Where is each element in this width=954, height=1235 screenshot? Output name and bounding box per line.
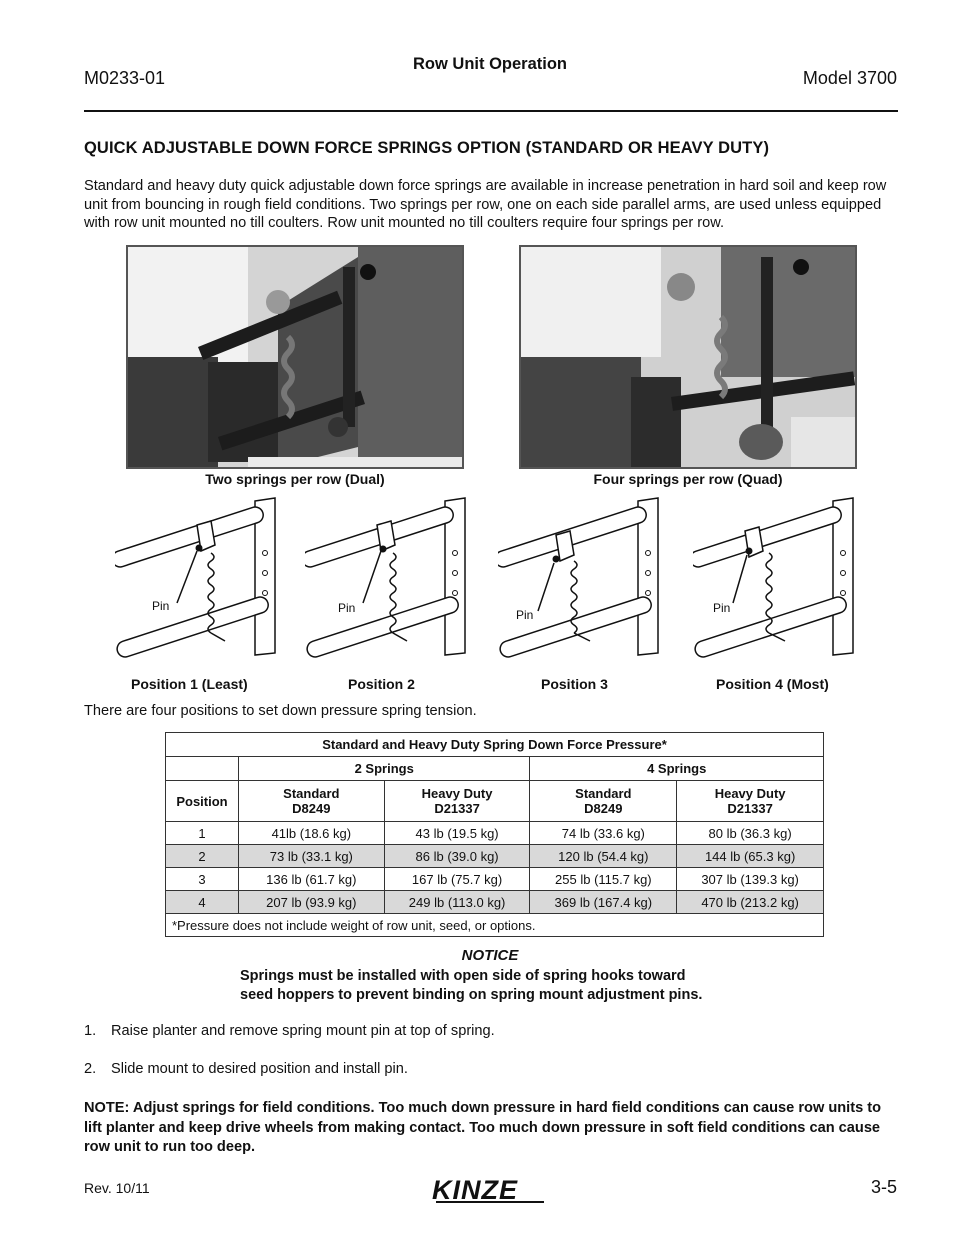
table-header-row [166, 781, 824, 822]
column-header [384, 781, 530, 822]
notice-line-1: Springs must be installed with open side of spring hooks toward [240, 968, 686, 984]
table-cell: 120 lb (54.4 kg) [530, 845, 677, 868]
table-cell: 207 lb (93.9 kg) [238, 891, 384, 914]
photo-quad-illustration [521, 247, 855, 467]
table-cell: 369 lb (167.4 kg) [530, 891, 677, 914]
pin-label-1: Pin [152, 599, 170, 613]
column-header-line2: D8249 [292, 801, 331, 816]
table-row [166, 868, 824, 891]
group-header-2-springs: 2 Springs [238, 757, 530, 781]
table-cell: 307 lb (139.3 kg) [677, 868, 824, 891]
intro-paragraph: Standard and heavy duty quick adjustable down force springs are available in increase penetration in hard soil and keep row unit from bouncing in rough field conditions. Two springs per row, one on each side parallel arms, are used unless equipped with row unit mounted no till coulters. Row unit mounted no till coulters require four springs per row. [84, 178, 887, 231]
pin-label-4: Pin [713, 601, 731, 615]
spring-linkage-drawing-1 [115, 493, 280, 673]
page-number: 3-5 [870, 1177, 897, 1197]
table-cell: 144 lb (65.3 kg) [677, 845, 824, 868]
notice-line-2: seed hoppers to prevent binding on spring mount adjustment pins. [240, 987, 703, 1003]
column-header-line2: D21337 [434, 801, 480, 816]
table-footnote-row [166, 914, 824, 937]
table-cell: 255 lb (115.7 kg) [530, 868, 677, 891]
table-cell: 4 [166, 891, 239, 914]
step-text: Slide mount to desired position and install pin. [111, 1061, 408, 1077]
table-cell: 73 lb (33.1 kg) [238, 845, 384, 868]
notice-body [240, 967, 702, 1005]
position-label-4: Position 4 (Most) [716, 676, 829, 692]
group-header-4-springs: 4 Springs [530, 757, 824, 781]
position-diagram-1 [115, 493, 280, 673]
table-cell: 80 lb (36.3 kg) [677, 822, 824, 845]
table-cell: 2 [166, 845, 239, 868]
table-row [166, 891, 824, 914]
position-diagram-3 [498, 493, 663, 673]
header-rule [84, 110, 898, 112]
column-header-line2: D21337 [727, 801, 773, 816]
table-cell: 3 [166, 868, 239, 891]
page-title: QUICK ADJUSTABLE DOWN FORCE SPRINGS OPTION (STANDARD OR HEAVY DUTY) [84, 139, 770, 157]
table-empty-cell [166, 757, 239, 781]
table-cell: 74 lb (33.6 kg) [530, 822, 677, 845]
step-number: 1. [84, 1023, 97, 1039]
table-group-row [166, 757, 824, 781]
table-cell: 249 lb (113.0 kg) [384, 891, 530, 914]
table-cell: 470 lb (213.2 kg) [677, 891, 824, 914]
position-label-3: Position 3 [541, 676, 608, 692]
kinze-logo-text: KINZE [432, 1175, 518, 1205]
positions-sentence: There are four positions to set down pressure spring tension. [84, 703, 477, 719]
position-diagram-2 [305, 493, 470, 673]
spring-linkage-drawing-2 [305, 493, 470, 673]
revision-label: Rev. 10/11 [84, 1180, 150, 1196]
note-paragraph: NOTE: Adjust springs for field conditions. Too much down pressure in hard field conditions can cause row units to lift planter and keep drive wheels from making contact. Too much down pressure in soft field conditions can cause row unit to run too deep. [84, 1100, 882, 1155]
step-text: Raise planter and remove spring mount pin at top of spring. [111, 1023, 495, 1039]
photo-caption-quad: Four springs per row (Quad) [593, 471, 783, 487]
table-footnote: *Pressure does not include weight of row unit, seed, or options. [166, 914, 824, 937]
table-cell: 136 lb (61.7 kg) [238, 868, 384, 891]
spring-linkage-drawing-3 [498, 493, 663, 673]
table-title: Standard and Heavy Duty Spring Down Force Pressure* [166, 733, 824, 757]
table-cell: 41lb (18.6 kg) [238, 822, 384, 845]
notice-title: NOTICE [461, 947, 519, 964]
table-cell: 86 lb (39.0 kg) [384, 845, 530, 868]
down-force-table [165, 732, 824, 937]
photo-quad-springs [519, 245, 857, 469]
pin-label-2: Pin [338, 601, 356, 615]
model-name: Model 3700 [802, 68, 897, 88]
position-label-1: Position 1 (Least) [131, 676, 248, 692]
column-header-line1: Standard [575, 786, 632, 801]
column-header-line1: Standard [283, 786, 340, 801]
photo-dual-springs [126, 245, 464, 469]
column-header-line2: D8249 [584, 801, 623, 816]
section-title: Row Unit Operation [413, 55, 567, 73]
column-header [530, 781, 677, 822]
position-label-2: Position 2 [348, 676, 415, 692]
table-cell: 43 lb (19.5 kg) [384, 822, 530, 845]
table-row [166, 845, 824, 868]
column-header-line1: Heavy Duty [714, 786, 786, 801]
column-header-line1: Heavy Duty [421, 786, 493, 801]
table-cell: 1 [166, 822, 239, 845]
step-1 [84, 1023, 495, 1039]
photo-dual-illustration [128, 247, 462, 467]
kinze-logo [430, 1175, 550, 1210]
kinze-logo-mark [430, 1175, 550, 1205]
position-header: Position [166, 781, 239, 822]
column-header [677, 781, 824, 822]
pin-label-3: Pin [516, 608, 534, 622]
spring-linkage-drawing-4 [693, 493, 858, 673]
step-2 [84, 1061, 408, 1077]
table-title-row [166, 733, 824, 757]
column-header [238, 781, 384, 822]
position-diagram-4 [693, 493, 858, 673]
photo-caption-dual: Two springs per row (Dual) [205, 471, 385, 487]
table-cell: 167 lb (75.7 kg) [384, 868, 530, 891]
table-row [166, 822, 824, 845]
step-number: 2. [84, 1061, 97, 1077]
doc-number: M0233-01 [84, 68, 166, 88]
